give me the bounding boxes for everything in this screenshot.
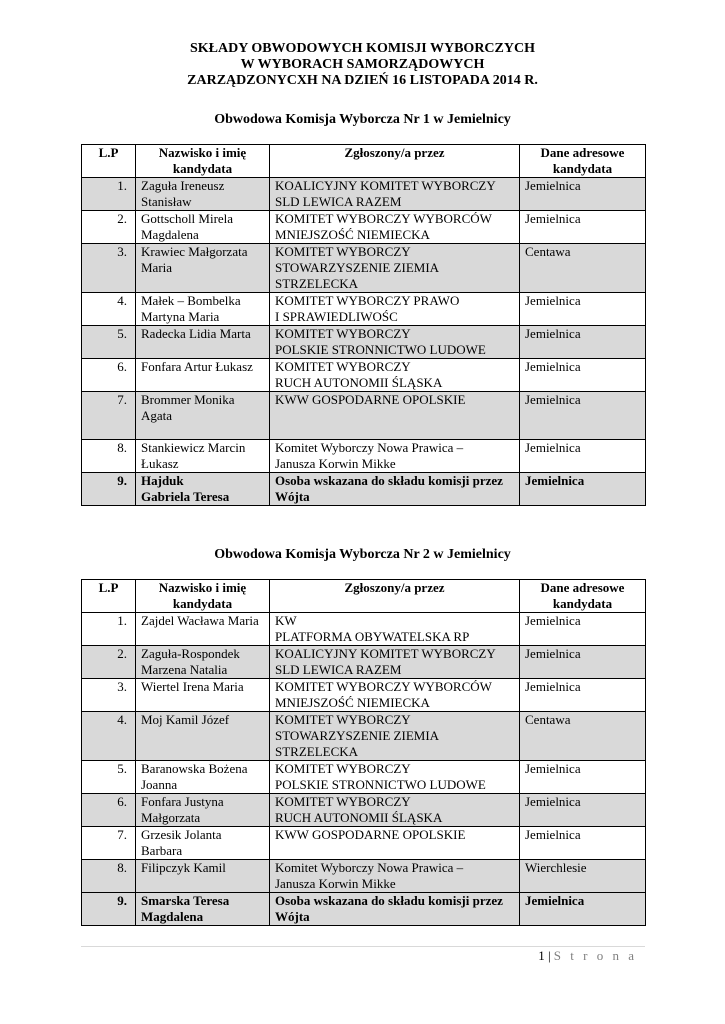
candidate-name (136, 646, 270, 679)
candidate-name (136, 860, 270, 893)
table-row (82, 359, 646, 392)
candidate-address: Jemielnica (520, 893, 646, 926)
candidate-name-line: Hajduk (141, 473, 184, 488)
candidate-name-line: Gottscholl Mirela (141, 211, 234, 226)
nominated-by-line: POLSKIE STRONNICTWO LUDOWE (275, 777, 486, 792)
nominated-by-line: Komitet Wyborczy Nowa Prawica – (275, 860, 464, 875)
row-number: 8. (82, 440, 136, 473)
nominated-by-line: RUCH AUTONOMII ŚLĄSKA (275, 810, 443, 825)
nominated-by-line: KOMITET WYBORCZY WYBORCÓW (275, 679, 492, 694)
footer-label: S t r o n a (553, 948, 637, 963)
nominated-by-line: MNIEJSZOŚĆ NIEMIECKA (275, 695, 430, 710)
table-row (82, 679, 646, 712)
nominated-by-line: PLATFORMA OBYWATELSKA RP (275, 629, 470, 644)
candidate-name (136, 178, 270, 211)
candidate-name-line: Smarska Teresa (141, 893, 230, 908)
nominated-by-line: KOMITET WYBORCZY (275, 326, 411, 341)
candidate-name-line: Wiertel Irena Maria (141, 679, 244, 694)
candidate-address: Jemielnica (520, 473, 646, 506)
nominated-by (270, 178, 520, 211)
nominated-by-line: MNIEJSZOŚĆ NIEMIECKA (275, 227, 430, 242)
table-row (82, 613, 646, 646)
nominated-by-line: KOMITET WYBORCZY (275, 761, 411, 776)
candidate-name (136, 392, 270, 440)
nominated-by-line: KOMITET WYBORCZY PRAWO (275, 293, 460, 308)
table-row (82, 326, 646, 359)
document-title (0, 41, 725, 89)
col-header-name: Nazwisko i imię kandydata (136, 580, 270, 613)
candidate-address: Jemielnica (520, 359, 646, 392)
candidate-name (136, 761, 270, 794)
nominated-by-line: KOMITET WYBORCZY (275, 712, 411, 727)
row-number: 5. (82, 761, 136, 794)
nominated-by (270, 712, 520, 761)
candidate-name-line: Stanisław (141, 194, 192, 209)
candidate-address: Jemielnica (520, 211, 646, 244)
candidate-name-line: Agata (141, 408, 173, 423)
candidate-name-line: Barbara (141, 843, 183, 858)
row-number: 7. (82, 827, 136, 860)
candidate-name (136, 326, 270, 359)
candidate-name-line: Martyna Maria (141, 309, 220, 324)
table-row (82, 293, 646, 326)
nominated-by (270, 473, 520, 506)
title-line-1: SKŁADY OBWODOWYCH KOMISJI WYBORCZYCH (190, 41, 535, 56)
nominated-by-line: SLD LEWICA RAZEM (275, 194, 402, 209)
table-row (82, 646, 646, 679)
candidate-name-line: Joanna (141, 777, 178, 792)
candidate-name (136, 293, 270, 326)
candidate-name-line: Radecka Lidia Marta (141, 326, 251, 341)
candidate-address: Jemielnica (520, 827, 646, 860)
candidate-name (136, 244, 270, 293)
nominated-by-line: STRZELECKA (275, 276, 359, 291)
candidate-address: Jemielnica (520, 679, 646, 712)
commission-1-title: Obwodowa Komisja Wyborcza Nr 1 w Jemielnicy (214, 112, 511, 127)
candidate-name-line: Brommer Monika (141, 392, 235, 407)
candidate-address: Jemielnica (520, 392, 646, 440)
nominated-by (270, 761, 520, 794)
page-footer (538, 948, 637, 964)
row-number: 8. (82, 860, 136, 893)
row-number: 1. (82, 178, 136, 211)
candidate-address: Jemielnica (520, 178, 646, 211)
row-number: 2. (82, 211, 136, 244)
nominated-by-line: KOMITET WYBORCZY (275, 794, 411, 809)
candidate-name-line: Filipczyk Kamil (141, 860, 226, 875)
row-number: 4. (82, 293, 136, 326)
candidate-name-line: Stankiewicz Marcin (141, 440, 246, 455)
col-header-by: Zgłoszony/a przez (270, 145, 520, 178)
title-line-3: ZARZĄDZONYCXH NA DZIEŃ 16 LISTOPADA 2014 R. (187, 73, 538, 88)
candidate-name (136, 794, 270, 827)
nominated-by-line: Janusza Korwin Mikke (275, 876, 396, 891)
candidate-name-line: Gabriela Teresa (141, 489, 230, 504)
nominated-by (270, 646, 520, 679)
nominated-by-line: STOWARZYSZENIE ZIEMIA (275, 260, 440, 275)
table-row (82, 392, 646, 440)
row-number: 3. (82, 244, 136, 293)
nominated-by-line: KWW GOSPODARNE OPOLSKIE (275, 392, 466, 407)
candidate-name-line: Fonfara Artur Łukasz (141, 359, 253, 374)
page-number: 1 (538, 948, 545, 963)
nominated-by (270, 326, 520, 359)
table-row (82, 440, 646, 473)
table-row (82, 794, 646, 827)
nominated-by (270, 893, 520, 926)
nominated-by (270, 827, 520, 860)
row-number: 4. (82, 712, 136, 761)
col-header-name: Nazwisko i imię kandydata (136, 145, 270, 178)
row-number: 7. (82, 392, 136, 440)
candidate-name-line: Krawiec Małgorzata (141, 244, 248, 259)
candidate-address: Jemielnica (520, 440, 646, 473)
footer-separator: | (547, 948, 551, 963)
nominated-by-line: Wójta (275, 489, 310, 504)
row-number: 2. (82, 646, 136, 679)
candidate-name (136, 473, 270, 506)
nominated-by (270, 679, 520, 712)
col-header-lp: L.P (82, 145, 136, 178)
candidate-name-line: Magdalena (141, 227, 199, 242)
col-header-lp: L.P (82, 580, 136, 613)
candidate-address: Jemielnica (520, 293, 646, 326)
table-row (82, 244, 646, 293)
candidate-name (136, 679, 270, 712)
row-number: 3. (82, 679, 136, 712)
candidate-name-line: Maria (141, 260, 173, 275)
candidate-name-line: Baranowska Bożena (141, 761, 248, 776)
row-number: 1. (82, 613, 136, 646)
row-number: 5. (82, 326, 136, 359)
header-row (82, 580, 646, 613)
col-header-address: Dane adresowe kandydata (520, 145, 646, 178)
header-row (82, 145, 646, 178)
candidate-address: Wierchlesie (520, 860, 646, 893)
candidate-address: Jemielnica (520, 794, 646, 827)
row-number: 6. (82, 359, 136, 392)
nominated-by (270, 860, 520, 893)
nominated-by (270, 211, 520, 244)
commission-1-table (81, 144, 646, 506)
nominated-by-line: Osoba wskazana do składu komisji przez (275, 473, 503, 488)
candidate-name-line: Zaguła-Rospondek (141, 646, 240, 661)
candidate-address: Jemielnica (520, 646, 646, 679)
candidate-name (136, 712, 270, 761)
candidate-name-line: Małek – Bombelka (141, 293, 241, 308)
nominated-by-line: KWW GOSPODARNE OPOLSKIE (275, 827, 466, 842)
nominated-by-line: Wójta (275, 909, 310, 924)
nominated-by-line: STRZELECKA (275, 744, 359, 759)
nominated-by-line: SLD LEWICA RAZEM (275, 662, 402, 677)
commission-2-title: Obwodowa Komisja Wyborcza Nr 2 w Jemielnicy (214, 547, 511, 562)
candidate-name-line: Moj Kamil Józef (141, 712, 230, 727)
table-row (82, 893, 646, 926)
nominated-by-line: KOMITET WYBORCZY WYBORCÓW (275, 211, 492, 226)
table-row (82, 712, 646, 761)
row-number: 9. (82, 473, 136, 506)
nominated-by (270, 293, 520, 326)
col-header-by: Zgłoszony/a przez (270, 580, 520, 613)
candidate-name (136, 440, 270, 473)
commission-2-table (81, 579, 646, 926)
table-row (82, 178, 646, 211)
nominated-by-line: KOMITET WYBORCZY (275, 244, 411, 259)
candidate-address: Centawa (520, 244, 646, 293)
candidate-name-line: Małgorzata (141, 810, 201, 825)
footer-divider (81, 946, 645, 947)
nominated-by-line: I SPRAWIEDLIWOŚC (275, 309, 398, 324)
nominated-by-line: KOALICYJNY KOMITET WYBORCZY (275, 646, 496, 661)
candidate-name-line: Grzesik Jolanta (141, 827, 222, 842)
candidate-address: Jemielnica (520, 761, 646, 794)
col-header-address: Dane adresowe kandydata (520, 580, 646, 613)
row-number: 9. (82, 893, 136, 926)
nominated-by-line: KOALICYJNY KOMITET WYBORCZY (275, 178, 496, 193)
nominated-by-line: KW (275, 613, 297, 628)
candidate-name-line: Magdalena (141, 909, 204, 924)
nominated-by (270, 613, 520, 646)
nominated-by-line: Janusza Korwin Mikke (275, 456, 396, 471)
nominated-by-line: KOMITET WYBORCZY (275, 359, 411, 374)
candidate-address: Centawa (520, 712, 646, 761)
table-row (82, 827, 646, 860)
nominated-by (270, 392, 520, 440)
candidate-name (136, 359, 270, 392)
nominated-by (270, 794, 520, 827)
candidate-name-line: Fonfara Justyna (141, 794, 224, 809)
nominated-by-line: Komitet Wyborczy Nowa Prawica – (275, 440, 464, 455)
candidate-name (136, 211, 270, 244)
candidate-address: Jemielnica (520, 613, 646, 646)
nominated-by (270, 359, 520, 392)
table-row (82, 473, 646, 506)
candidate-name (136, 827, 270, 860)
nominated-by (270, 244, 520, 293)
table-row (82, 761, 646, 794)
candidate-name-line: Zaguła Ireneusz (141, 178, 225, 193)
candidate-address: Jemielnica (520, 326, 646, 359)
table-row (82, 860, 646, 893)
nominated-by-line: POLSKIE STRONNICTWO LUDOWE (275, 342, 486, 357)
nominated-by (270, 440, 520, 473)
row-number: 6. (82, 794, 136, 827)
candidate-name (136, 893, 270, 926)
title-line-2: W WYBORACH SAMORZĄDOWYCH (240, 57, 485, 72)
nominated-by-line: Osoba wskazana do składu komisji przez (275, 893, 503, 908)
nominated-by-line: RUCH AUTONOMII ŚLĄSKA (275, 375, 443, 390)
table-row (82, 211, 646, 244)
candidate-name (136, 613, 270, 646)
candidate-name-line: Łukasz (141, 456, 179, 471)
nominated-by-line: STOWARZYSZENIE ZIEMIA (275, 728, 440, 743)
candidate-name-line: Zajdel Wacława Maria (141, 613, 259, 628)
candidate-name-line: Marzena Natalia (141, 662, 228, 677)
